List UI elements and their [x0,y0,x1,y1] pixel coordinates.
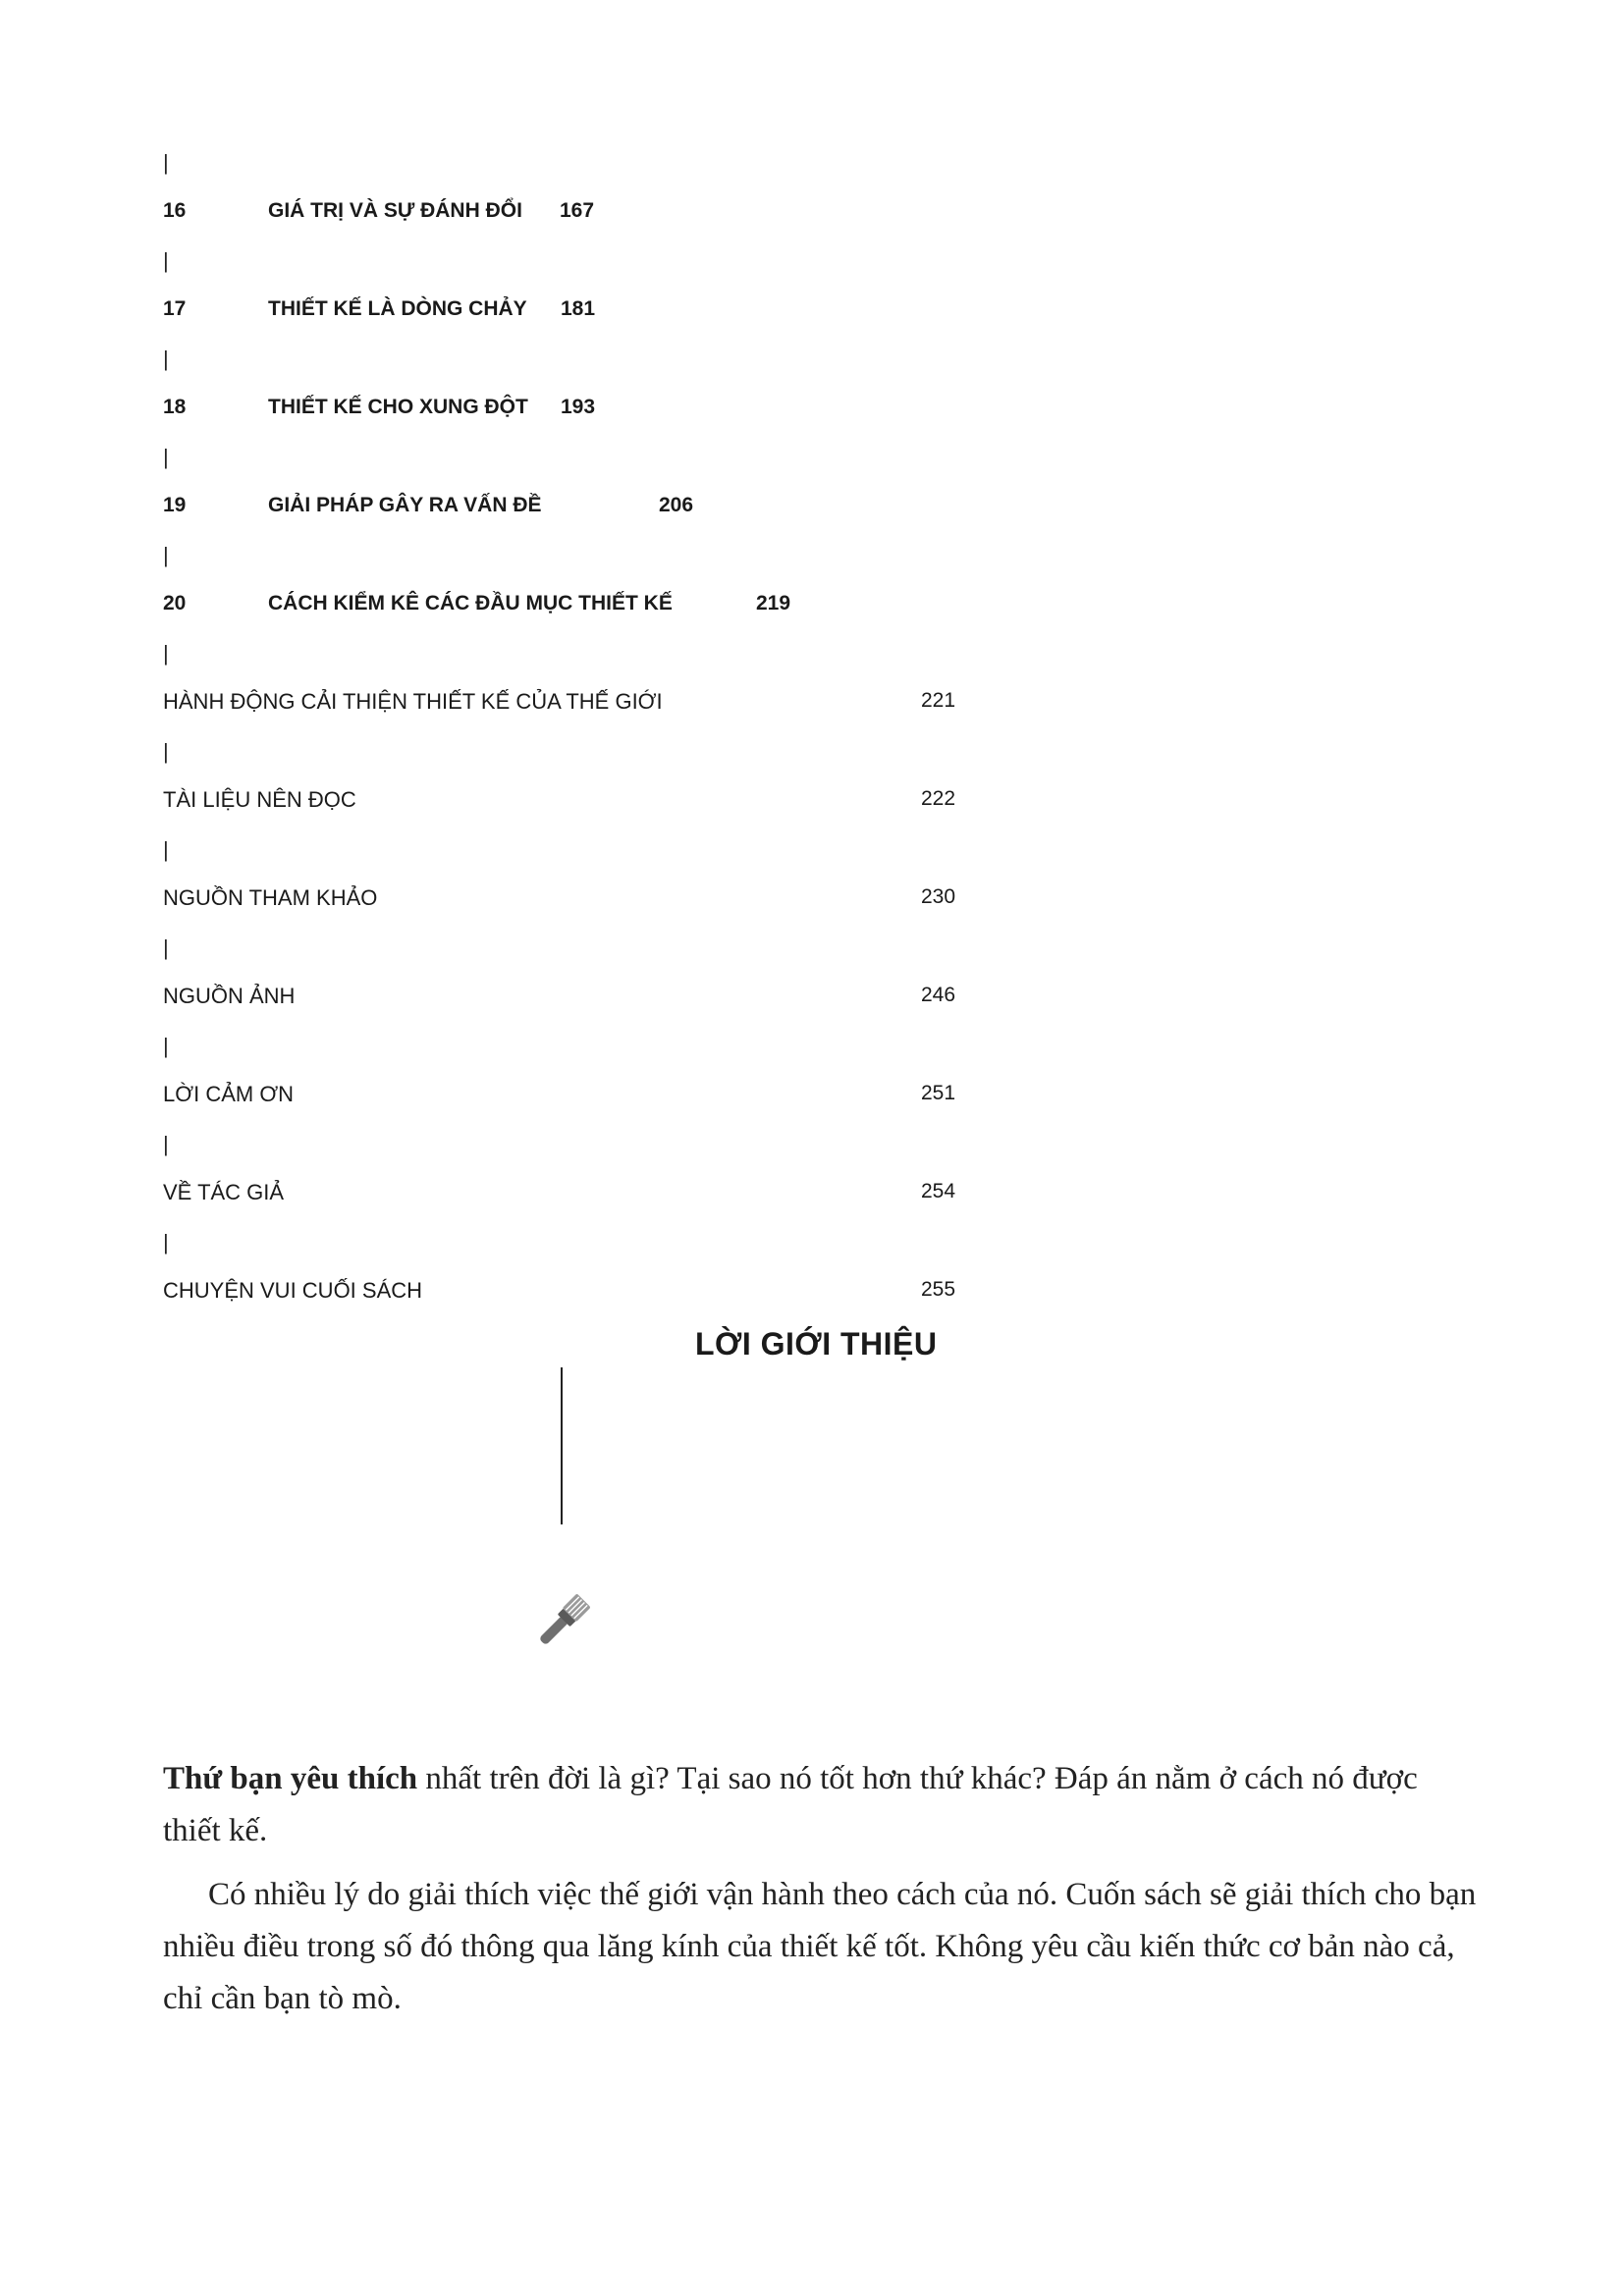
toc-separator: | [163,739,169,764]
toc-separator: | [163,641,169,666]
chapter-number: 17 [163,297,187,320]
toc-separator: | [163,347,169,371]
backmatter-page: 254 [921,1180,956,1202]
toc-separator: | [163,1034,169,1058]
toc-separator: | [163,1132,169,1156]
chapter-page: 206 [659,494,694,516]
paintbrush-icon [526,1587,597,1658]
chapter-page: 219 [756,592,791,614]
toc-separator: | [163,248,169,273]
toc-separator: | [163,837,169,862]
backmatter-page: 255 [921,1278,956,1301]
backmatter-title: NGUỒN THAM KHẢO [163,885,378,910]
chapter-title: GIÁ TRỊ VÀ SỰ ĐÁNH ĐỔI [268,199,522,222]
backmatter-title: TÀI LIỆU NÊN ĐỌC [163,787,356,812]
chapter-page: 193 [561,396,596,418]
chapter-title: THIẾT KẾ CHO XUNG ĐỘT [268,396,528,418]
backmatter-title: HÀNH ĐỘNG CẢI THIỆN THIẾT KẾ CỦA THẾ GIỚI [163,689,663,714]
chapter-number: 19 [163,494,187,516]
chapter-number: 16 [163,199,187,222]
backmatter-page: 246 [921,984,956,1006]
backmatter-page: 230 [921,885,956,908]
backmatter-page: 222 [921,787,956,810]
toc-separator: | [163,543,169,567]
toc-separator: | [163,445,169,469]
toc-separator: | [163,150,169,175]
chapter-title: CÁCH KIỂM KÊ CÁC ĐẦU MỤC THIẾT KẾ [268,592,673,614]
backmatter-title: CHUYỆN VUI CUỐI SÁCH [163,1278,423,1303]
intro-lead-phrase: Thứ bạn yêu thích [163,1761,418,1796]
backmatter-title: NGUỒN ẢNH [163,984,296,1008]
intro-paragraph-rest: nhất trên đời là gì? Tại sao nó tốt hơn thứ khác? Đáp án nằm ở cách nó được thiết kế. [163,1761,1418,1848]
backmatter-page: 221 [921,689,956,712]
chapter-title: THIẾT KẾ LÀ DÒNG CHẢY [268,297,527,320]
chapter-page: 167 [560,199,595,222]
section-heading: LỜI GIỚI THIỆU [695,1326,938,1362]
chapter-page: 181 [561,297,596,320]
toc-separator: | [163,1230,169,1255]
toc-separator: | [163,935,169,960]
chapter-number: 18 [163,396,187,418]
intro-paragraph: Có nhiều lý do giải thích việc thế giới vận hành theo cách của nó. Cuốn sách sẽ giải thích cho bạn nhiều điều trong số đó thông qua lăng kính của thiết kế tốt. Không yêu cầu kiến thức cơ bản nào cả, chỉ cần bạn tò mò. [163,1877,1477,2016]
chapter-number: 20 [163,592,187,614]
vertical-rule [561,1367,563,1524]
backmatter-title: VỀ TÁC GIẢ [163,1180,285,1204]
intro-paragraph [163,1753,1479,1857]
chapter-title: GIẢI PHÁP GÂY RA VẤN ĐỀ [268,494,542,516]
backmatter-page: 251 [921,1082,956,1104]
backmatter-title: LỜI CẢM ƠN [163,1082,295,1106]
